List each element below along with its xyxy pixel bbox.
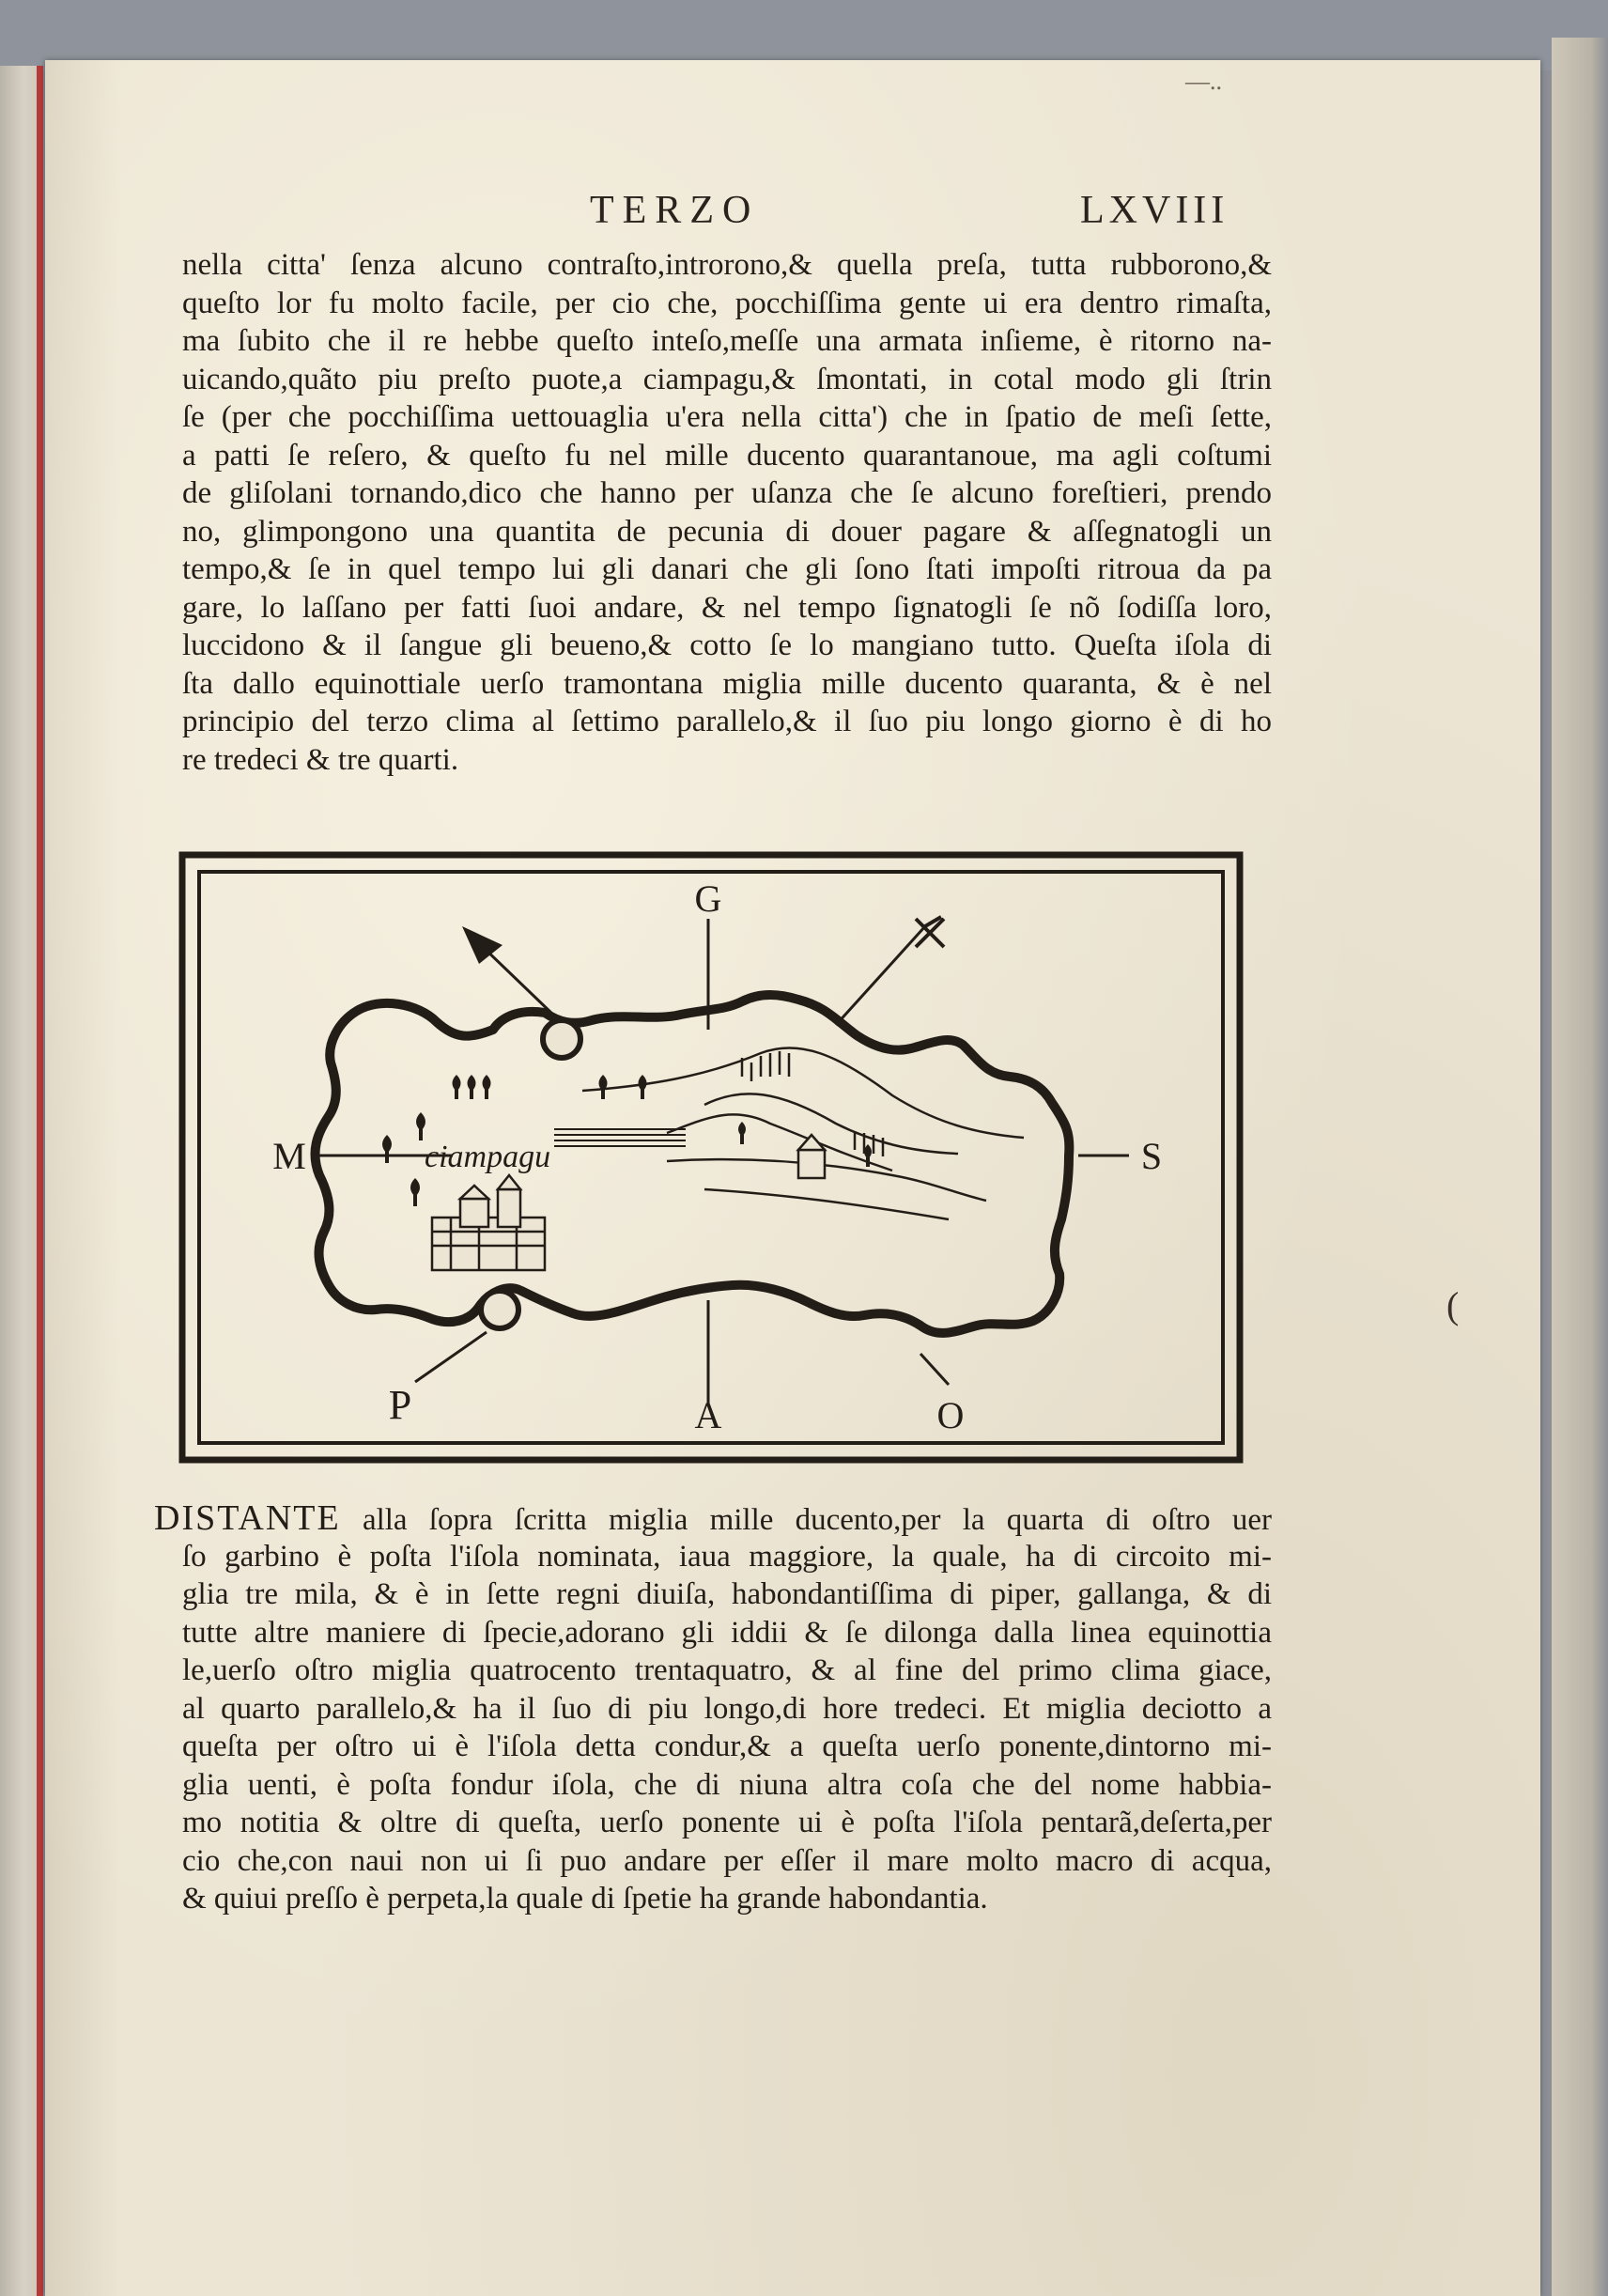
- text-line: ſo garbino è poſta l'iſola nominata, iaua maggiore, la quale, ha di circoito mi-: [182, 1539, 1272, 1574]
- text-line-first: [154, 1499, 1272, 1538]
- text-line: le,uerſo oſtro miglia quatrocento trentaquatro, & al fine del primo clima giace,: [182, 1653, 1272, 1687]
- text-line: nella citta' ſenza alcuno contraſto,introrono,& quella preſa, tutta rubborono,&: [182, 248, 1272, 282]
- facing-page-edge: [0, 66, 39, 2296]
- red-page-edge: [37, 66, 43, 2296]
- text-line: principio del terzo clima al ſettimo parallelo,& il ſuo piu longo giorno è di ho: [182, 705, 1272, 738]
- folio-number: LXVIII: [1080, 189, 1229, 232]
- text-line: queſto lor fu molto facile, per cio che, pocchiſſima gente ui era dentro rimaſta,: [182, 286, 1272, 320]
- compass-letter-north: G: [694, 877, 722, 920]
- text-line: luccidono & il ſangue gli beueno,& cotto ſe lo mangiano tutto. Queſta iſola di: [182, 628, 1272, 662]
- text-line: a patti ſe reſero, & queſto fu nel mille ducento quarantanoue, ma agli coſtumi: [182, 438, 1272, 473]
- running-title: TERZO: [590, 189, 760, 232]
- text-line: & quiui preſſo è perpeta,la quale di ſpetie ha grande habondantia.: [182, 1882, 988, 1916]
- hills-drawing: [582, 1047, 1024, 1219]
- running-head: [0, 188, 1608, 235]
- river-lines: [554, 1129, 686, 1146]
- text-line-rest: alla ſopra ſcritta miglia mille ducento,per la quarta di oſtro uer: [362, 1503, 1273, 1537]
- corner-mark: —..: [1185, 68, 1222, 95]
- text-line: mo notitia & oltre di queſta, uerſo ponente ui è poſta l'iſola pentarã,deſerta,per: [182, 1806, 1272, 1839]
- page-fore-edge: [1552, 38, 1608, 2296]
- map-outer-frame: [182, 855, 1240, 1460]
- text-line: al quarto parallelo,& ha il ſuo di piu longo,di hore tredeci. Et miglia deciotto a: [182, 1691, 1272, 1726]
- margin-mark: (: [1446, 1284, 1460, 1326]
- text-line: gare, lo laſſano per fatti ſuoi andare, & nel tempo ſignatogli ſe nõ ſodiſſa loro,: [182, 590, 1272, 625]
- compass-letter-east: S: [1140, 1135, 1163, 1177]
- text-line: re tredeci & tre quarti.: [182, 742, 459, 777]
- text-line: uicando,quãto piu preſto puote,a ciampagu,& ſmontati, in cotal modo gli ſtrin: [182, 362, 1272, 396]
- text-line: ma ſubito che il re hebbe queſto inteſo,meſſe una armata inſieme, è ritorno na-: [182, 324, 1272, 358]
- south-bay-circle: [481, 1291, 518, 1328]
- text-line: ſe (per che pocchiſſima uettouaglia u'era nella citta') che in ſpatio de meſi ſette,: [182, 400, 1272, 434]
- castle-drawing: [798, 1135, 825, 1178]
- compass-letter-west: M: [272, 1135, 306, 1177]
- compass-letter-southeast: O: [936, 1394, 965, 1436]
- text-line: tutte altre maniere di ſpecie,adorano gli iddii & ſe dilonga dalla linea equinottia: [182, 1615, 1272, 1650]
- paragraph-1: [182, 246, 1272, 779]
- text-line: queſta per oſtro ui è l'iſola detta condur,& a queſta uerſo ponente,dintorno mi-: [182, 1730, 1272, 1763]
- place-label: ciampagu: [425, 1140, 551, 1174]
- paragraph-2: [154, 1499, 1272, 1918]
- text-line: no, glimpongono una quantita de pecunia di douer pagare & aſſegnatogli un: [182, 514, 1272, 549]
- island-woodcut-map: [178, 851, 1244, 1464]
- text-line: de gliſolani tornando,dico che hanno per uſanza che ſe alcuno foreſtieri, prendo: [182, 476, 1272, 510]
- text-line: ſta dallo equinottiale uerſo tramontana miglia mille ducento quaranta, & è nel: [182, 666, 1272, 701]
- initial-word: DISTANTE: [154, 1498, 341, 1538]
- north-bay-circle: [543, 1020, 580, 1058]
- text-line: glia tre mila, & è in ſette regni diuiſa, habondantiſſima di piper, gallanga, & di: [182, 1577, 1272, 1611]
- compass-letter-south: A: [694, 1394, 722, 1436]
- text-line: cio che,con naui non ui ſi puo andare per eſſer il mare molto macro di acqua,: [182, 1843, 1272, 1878]
- town-drawing: [432, 1175, 545, 1270]
- text-line: tempo,& ſe in quel tempo lui gli danari che gli ſono ſtati impoſti ritroua da pa: [182, 552, 1272, 586]
- text-line: glia uenti, è poſta fondur iſola, che di niuna altra coſa che del nome habbia-: [182, 1767, 1272, 1802]
- compass-letter-southwest: P: [388, 1382, 412, 1428]
